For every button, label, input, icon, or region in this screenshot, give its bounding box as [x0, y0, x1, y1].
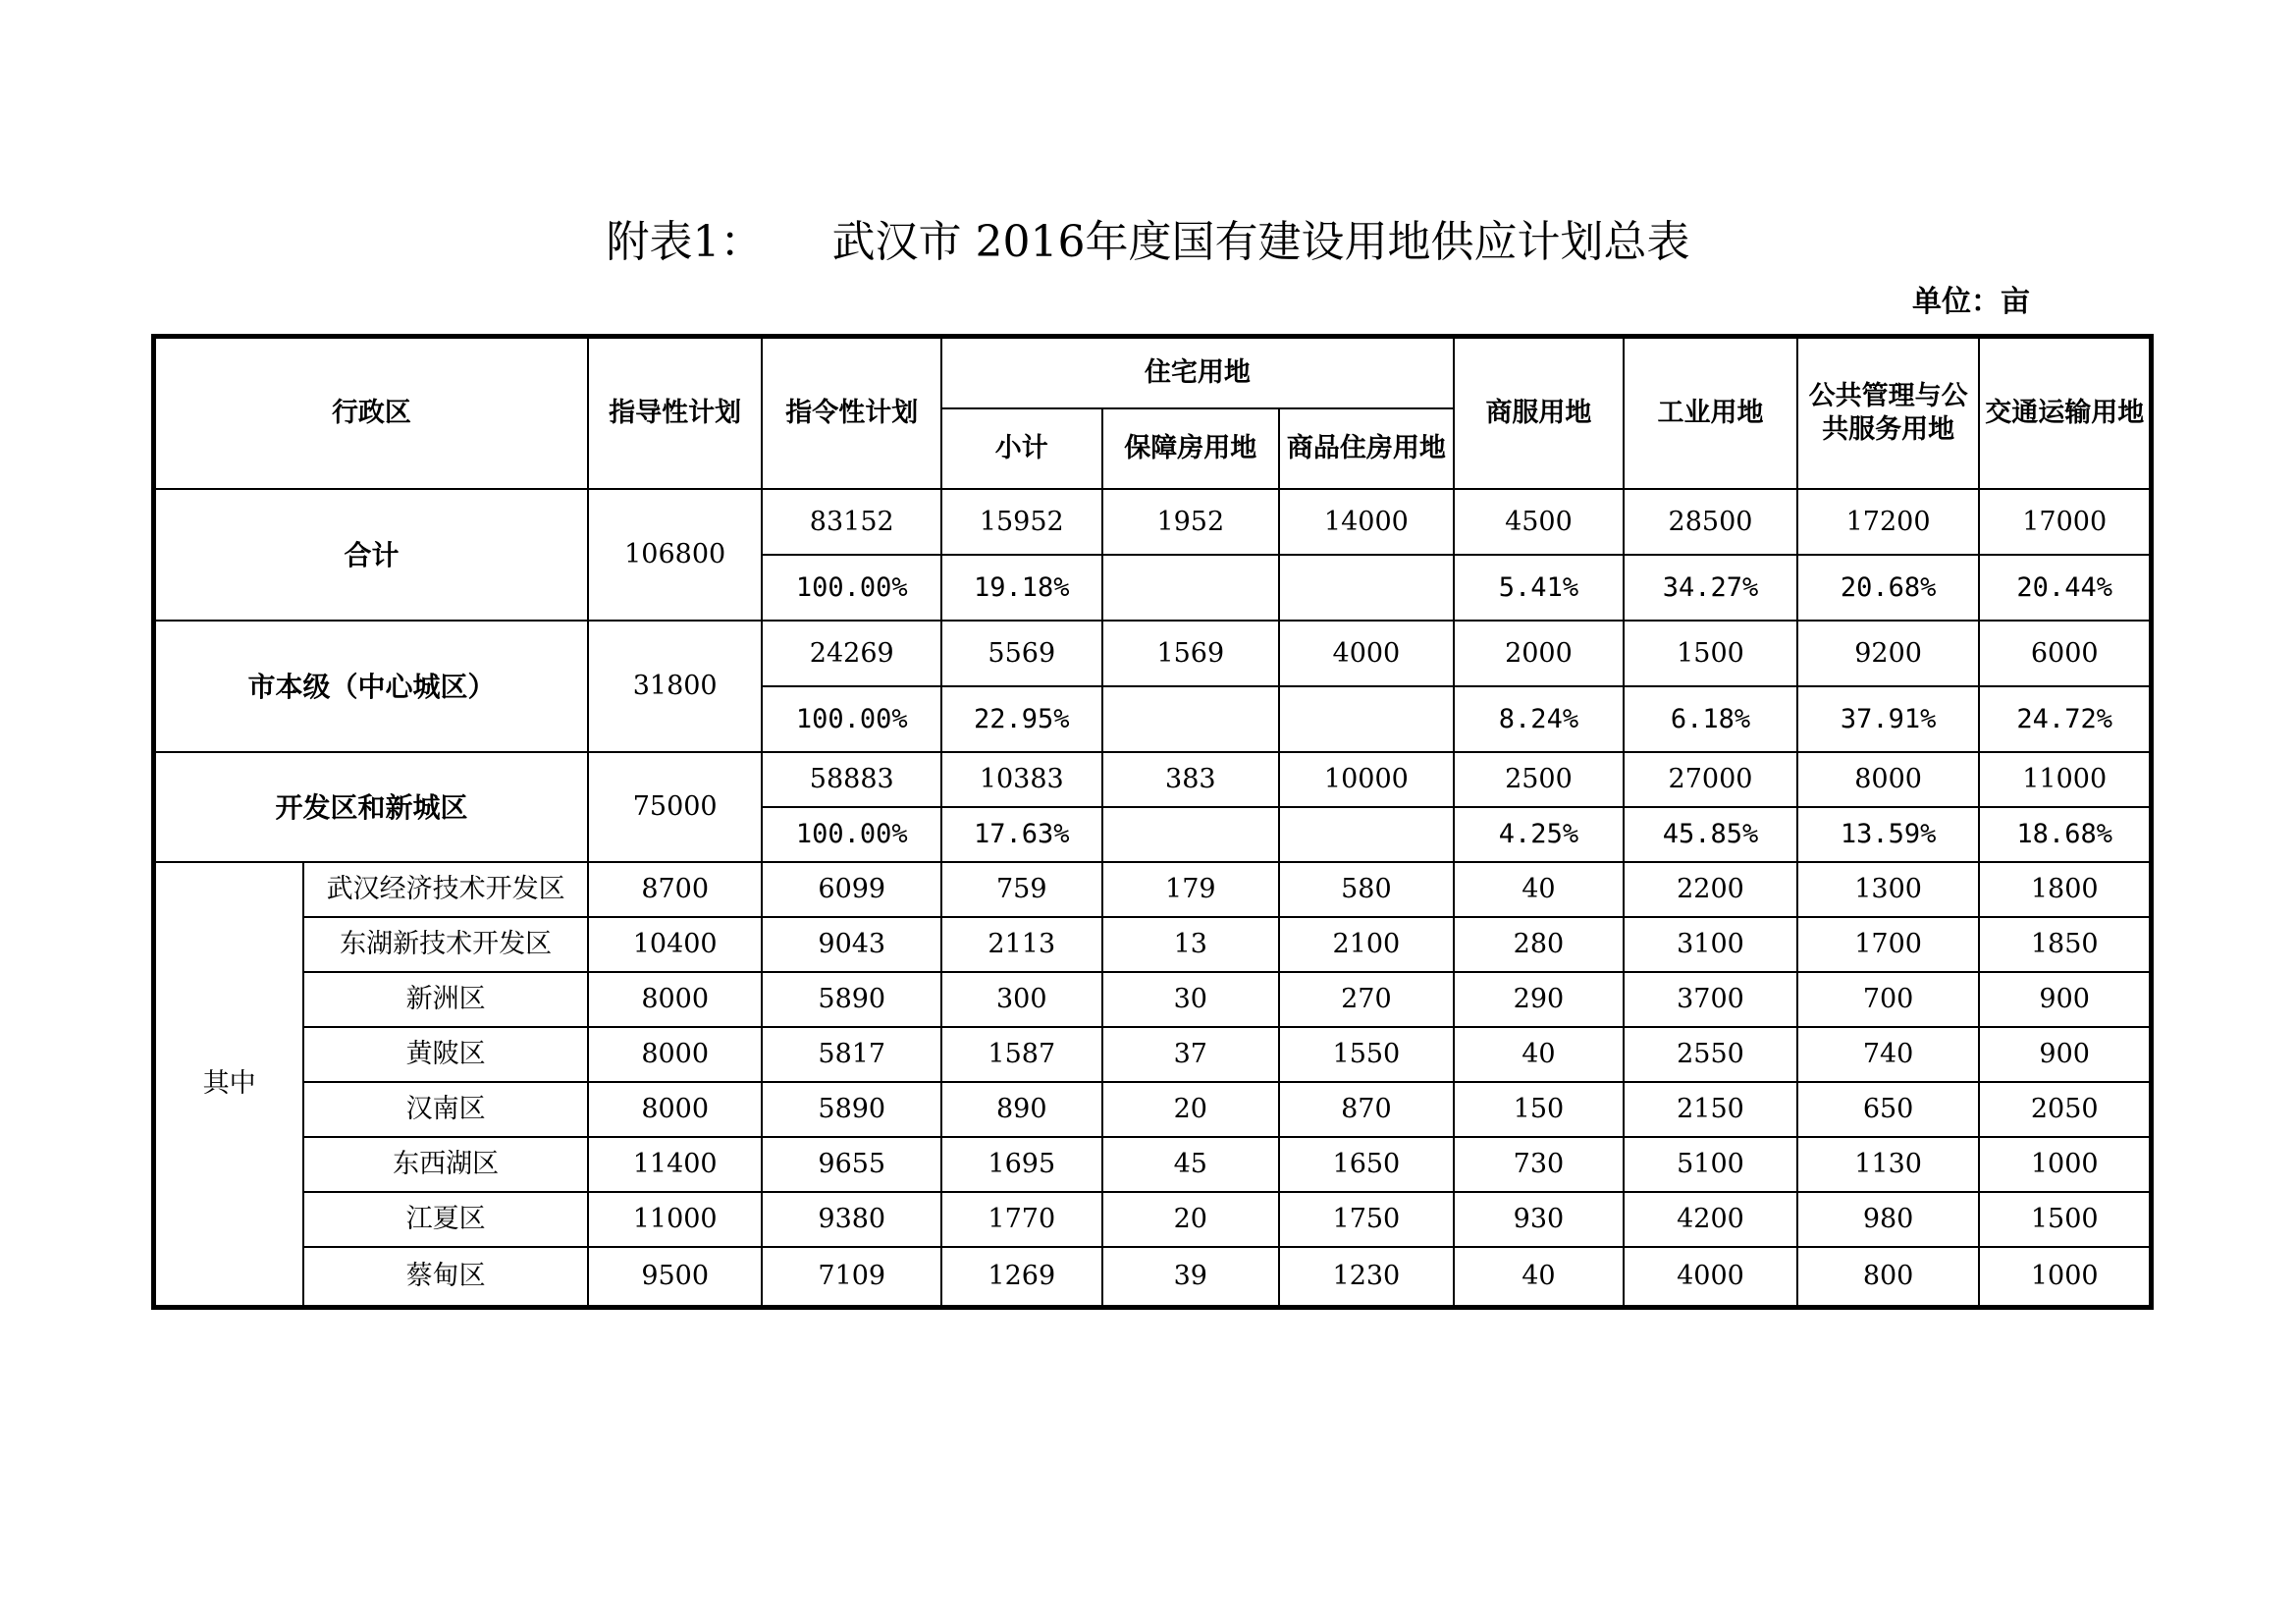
percent-cell: 22.95% — [941, 686, 1101, 752]
district-value-cell: 39 — [1102, 1247, 1280, 1306]
district-value-cell: 37 — [1102, 1027, 1280, 1082]
percent-cell: 6.18% — [1624, 686, 1797, 752]
group-label: 其中 — [155, 862, 303, 1306]
district-value-cell: 1587 — [941, 1027, 1101, 1082]
table-row — [155, 1027, 2150, 1082]
district-value-cell: 20 — [1102, 1082, 1280, 1137]
table-row — [155, 1137, 2150, 1192]
land-supply-table — [154, 337, 2151, 1307]
percent-cell: 18.68% — [1979, 807, 2150, 862]
district-name: 江夏区 — [303, 1192, 588, 1247]
district-value-cell: 900 — [1979, 1027, 2150, 1082]
table-row — [155, 917, 2150, 972]
total-value-cell: 4500 — [1454, 489, 1625, 555]
district-value-cell: 1500 — [1979, 1192, 2150, 1247]
total-value-cell: 17200 — [1797, 489, 1980, 555]
district-value-cell: 1000 — [1979, 1137, 2150, 1192]
district-value-cell: 2550 — [1624, 1027, 1797, 1082]
total-value-cell: 11000 — [1979, 752, 2150, 807]
district-value-cell: 2200 — [1624, 862, 1797, 917]
percent-cell — [1279, 555, 1454, 621]
district-value-cell: 179 — [1102, 862, 1280, 917]
district-value-cell: 3100 — [1624, 917, 1797, 972]
district-value-cell: 9500 — [588, 1247, 763, 1306]
header-public: 公共管理与公共服务用地 — [1797, 338, 1980, 489]
district-value-cell: 40 — [1454, 862, 1625, 917]
total-value-cell: 14000 — [1279, 489, 1454, 555]
district-value-cell: 45 — [1102, 1137, 1280, 1192]
district-value-cell: 13 — [1102, 917, 1280, 972]
district-value-cell: 5817 — [762, 1027, 941, 1082]
total-row — [155, 489, 2150, 555]
total-value-cell: 1500 — [1624, 621, 1797, 686]
district-value-cell: 1000 — [1979, 1247, 2150, 1306]
district-value-cell: 5890 — [762, 1082, 941, 1137]
district-value-cell: 5100 — [1624, 1137, 1797, 1192]
district-value-cell: 9043 — [762, 917, 941, 972]
district-value-cell: 1700 — [1797, 917, 1980, 972]
percent-cell — [1102, 555, 1280, 621]
percent-cell: 8.24% — [1454, 686, 1625, 752]
district-value-cell: 1130 — [1797, 1137, 1980, 1192]
percent-cell: 37.91% — [1797, 686, 1980, 752]
total-row — [155, 752, 2150, 807]
district-value-cell: 5890 — [762, 972, 941, 1027]
district-value-cell: 870 — [1279, 1082, 1454, 1137]
district-value-cell: 8000 — [588, 1027, 763, 1082]
percent-cell: 20.44% — [1979, 555, 2150, 621]
percent-cell: 100.00% — [762, 555, 941, 621]
percent-cell: 100.00% — [762, 686, 941, 752]
header-directive: 指令性计划 — [762, 338, 941, 489]
district-value-cell: 800 — [1797, 1247, 1980, 1306]
district-value-cell: 8700 — [588, 862, 763, 917]
district-name: 武汉经济技术开发区 — [303, 862, 588, 917]
header-affordable: 保障房用地 — [1102, 408, 1280, 489]
total-value-cell: 58883 — [762, 752, 941, 807]
district-value-cell: 300 — [941, 972, 1101, 1027]
district-value-cell: 890 — [941, 1082, 1101, 1137]
total-value-cell: 4000 — [1279, 621, 1454, 686]
district-value-cell: 740 — [1797, 1027, 1980, 1082]
total-guidance: 31800 — [588, 621, 763, 752]
total-value-cell: 6000 — [1979, 621, 2150, 686]
table-row — [155, 1192, 2150, 1247]
total-value-cell: 5569 — [941, 621, 1101, 686]
percent-cell — [1102, 686, 1280, 752]
district-value-cell: 2050 — [1979, 1082, 2150, 1137]
district-value-cell: 580 — [1279, 862, 1454, 917]
percent-cell: 20.68% — [1797, 555, 1980, 621]
district-value-cell: 6099 — [762, 862, 941, 917]
district-value-cell: 8000 — [588, 972, 763, 1027]
district-value-cell: 1550 — [1279, 1027, 1454, 1082]
district-value-cell: 290 — [1454, 972, 1625, 1027]
district-value-cell: 900 — [1979, 972, 2150, 1027]
total-value-cell: 1952 — [1102, 489, 1280, 555]
percent-cell: 17.63% — [941, 807, 1101, 862]
district-value-cell: 1695 — [941, 1137, 1101, 1192]
district-value-cell: 11400 — [588, 1137, 763, 1192]
total-row-label: 开发区和新城区 — [155, 752, 588, 862]
district-value-cell: 759 — [941, 862, 1101, 917]
district-name: 汉南区 — [303, 1082, 588, 1137]
percent-cell — [1279, 807, 1454, 862]
district-value-cell: 650 — [1797, 1082, 1980, 1137]
unit-label: 单位：亩 — [1912, 285, 2030, 319]
district-value-cell: 10400 — [588, 917, 763, 972]
total-row-label: 合计 — [155, 489, 588, 621]
table-row — [155, 862, 2150, 917]
header-commercial-service: 商服用地 — [1454, 338, 1625, 489]
district-value-cell: 930 — [1454, 1192, 1625, 1247]
district-value-cell: 8000 — [588, 1082, 763, 1137]
district-value-cell: 1300 — [1797, 862, 1980, 917]
district-value-cell: 270 — [1279, 972, 1454, 1027]
percent-cell: 19.18% — [941, 555, 1101, 621]
percent-cell — [1102, 807, 1280, 862]
district-name: 黄陂区 — [303, 1027, 588, 1082]
district-value-cell: 700 — [1797, 972, 1980, 1027]
total-value-cell: 383 — [1102, 752, 1280, 807]
percent-cell: 24.72% — [1979, 686, 2150, 752]
total-value-cell: 27000 — [1624, 752, 1797, 807]
page-title — [0, 206, 2296, 269]
district-value-cell: 1750 — [1279, 1192, 1454, 1247]
total-value-cell: 1569 — [1102, 621, 1280, 686]
header-commercial-housing: 商品住房用地 — [1279, 408, 1454, 489]
district-value-cell: 1770 — [941, 1192, 1101, 1247]
district-value-cell: 1269 — [941, 1247, 1101, 1306]
district-value-cell: 2150 — [1624, 1082, 1797, 1137]
district-value-cell: 1850 — [1979, 917, 2150, 972]
percent-cell: 5.41% — [1454, 555, 1625, 621]
total-value-cell: 10383 — [941, 752, 1101, 807]
district-value-cell: 2100 — [1279, 917, 1454, 972]
table-row — [155, 1082, 2150, 1137]
percent-cell: 4.25% — [1454, 807, 1625, 862]
title-main: 武汉市 2016年度国有建设用地供应计划总表 — [831, 217, 1690, 267]
header-guidance: 指导性计划 — [588, 338, 763, 489]
total-value-cell: 9200 — [1797, 621, 1980, 686]
total-value-cell: 15952 — [941, 489, 1101, 555]
district-value-cell: 730 — [1454, 1137, 1625, 1192]
total-value-cell: 10000 — [1279, 752, 1454, 807]
district-value-cell: 20 — [1102, 1192, 1280, 1247]
total-value-cell: 2500 — [1454, 752, 1625, 807]
district-name: 新洲区 — [303, 972, 588, 1027]
header-subtotal: 小计 — [941, 408, 1101, 489]
header-transport: 交通运输用地 — [1979, 338, 2150, 489]
district-value-cell: 2113 — [941, 917, 1101, 972]
total-guidance: 75000 — [588, 752, 763, 862]
header-industrial: 工业用地 — [1624, 338, 1797, 489]
district-value-cell: 1800 — [1979, 862, 2150, 917]
district-value-cell: 980 — [1797, 1192, 1980, 1247]
percent-cell: 100.00% — [762, 807, 941, 862]
table-row — [155, 1247, 2150, 1306]
total-value-cell: 2000 — [1454, 621, 1625, 686]
district-value-cell: 9380 — [762, 1192, 941, 1247]
district-value-cell: 11000 — [588, 1192, 763, 1247]
total-value-cell: 24269 — [762, 621, 941, 686]
district-value-cell: 30 — [1102, 972, 1280, 1027]
header-residential: 住宅用地 — [941, 338, 1454, 408]
total-row — [155, 621, 2150, 686]
district-value-cell: 9655 — [762, 1137, 941, 1192]
total-value-cell: 8000 — [1797, 752, 1980, 807]
total-value-cell: 83152 — [762, 489, 941, 555]
district-value-cell: 150 — [1454, 1082, 1625, 1137]
district-value-cell: 280 — [1454, 917, 1625, 972]
percent-cell: 45.85% — [1624, 807, 1797, 862]
table-row — [155, 972, 2150, 1027]
title-prefix: 附表1： — [606, 217, 764, 267]
header-district: 行政区 — [155, 338, 588, 489]
district-value-cell: 40 — [1454, 1247, 1625, 1306]
total-value-cell: 28500 — [1624, 489, 1797, 555]
district-value-cell: 3700 — [1624, 972, 1797, 1027]
percent-cell: 13.59% — [1797, 807, 1980, 862]
district-name: 蔡甸区 — [303, 1247, 588, 1306]
district-value-cell: 4200 — [1624, 1192, 1797, 1247]
district-value-cell: 1230 — [1279, 1247, 1454, 1306]
percent-cell: 34.27% — [1624, 555, 1797, 621]
total-guidance: 106800 — [588, 489, 763, 621]
district-value-cell: 4000 — [1624, 1247, 1797, 1306]
total-row-label: 市本级（中心城区） — [155, 621, 588, 752]
district-name: 东湖新技术开发区 — [303, 917, 588, 972]
district-name: 东西湖区 — [303, 1137, 588, 1192]
district-value-cell: 40 — [1454, 1027, 1625, 1082]
percent-cell — [1279, 686, 1454, 752]
district-value-cell: 1650 — [1279, 1137, 1454, 1192]
district-value-cell: 7109 — [762, 1247, 941, 1306]
total-value-cell: 17000 — [1979, 489, 2150, 555]
